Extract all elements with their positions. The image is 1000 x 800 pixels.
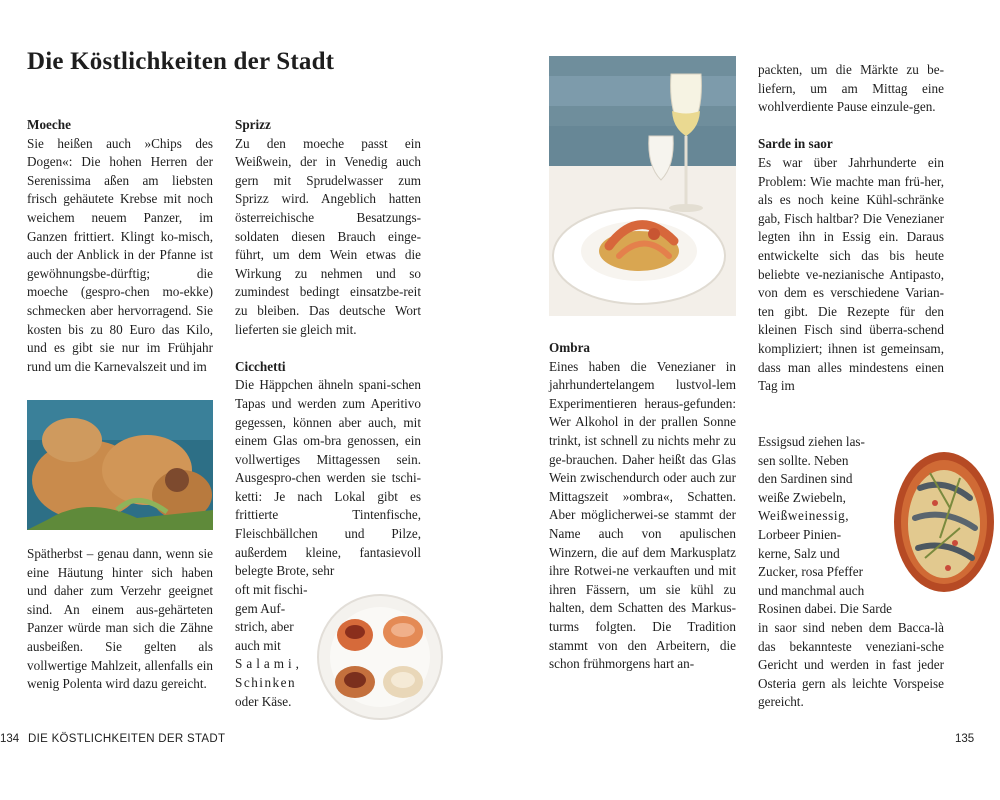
text-sarde-end: in saor sind neben dem Bacca-là das bekannteste veneziani-sche Gericht und werden in fast jeder Osteria gern als leichte Vorspeise gereicht. bbox=[758, 620, 944, 710]
wrap-line: Rosinen dabei. Die Sarde bbox=[758, 601, 893, 617]
wrap-line: Zucker, rosa Pfeffer bbox=[758, 564, 864, 580]
wrap-line: oder Käse. bbox=[235, 693, 292, 709]
text-cicchetti: Die Häppchen ähneln spani-schen Tapas und werden zum Aperitivo gegessen, können aber auch, mit einem Glas om-bra genossen, ein vollwertiges Mittagessen sein. Ausgespro-chen werden sie tschi-ketti: Je nach Lokal gibt es frittierte Tintenfische, Fleischbällchen und Pilze, außerdem kleine, fantasievoll belegte Brote, sehr bbox=[235, 377, 421, 579]
wrap-line: Lorbeer Pinien- bbox=[758, 526, 842, 542]
wrap-line: Essigsud ziehen las- bbox=[758, 434, 865, 449]
wrap-line: weiße Zwiebeln, bbox=[758, 489, 846, 505]
wrap-line: kerne, Salz und bbox=[758, 545, 840, 561]
text-moeche-bottom: Spätherbst – genau dann, wenn sie eine Häutung hinter sich haben und daher zum Verzehr geeignet sind. An einem aus-gehärteten Panzer würde man sich die Zähne ausbeißen. Sie gelten als vollwertige Mahlzeit, allenfalls ein wenig Polenta wird dazu gereicht. bbox=[27, 546, 213, 692]
running-title: DIE KÖSTLICHKEITEN DER STADT bbox=[28, 733, 226, 745]
page-title: Die Köstlichkeiten der Stadt bbox=[27, 48, 335, 75]
cicchetti-photo bbox=[305, 590, 450, 720]
moeche-photo bbox=[27, 400, 213, 530]
wrap-line: oft mit fischi- bbox=[235, 582, 308, 597]
text-moeche-top: Sie heißen auch »Chips des Dogen«: Die hohen Herren der Serenissima aßen am liebsten frisch gehäutete Krebse mit noch weichem neuem Panzer, im Ganzen frittiert. Klingt ko-misch, auch der Anblick in der Pfanne ist gewöhnungsbe-dürftig; die moeche (gespro-chen mo-ekke) schmecken aber hervorragend. Sie kosten bis zu 80 Euro das Kilo, und es gibt sie nur im Frühjahr rund um die Karnevalszeit und im bbox=[27, 135, 213, 374]
wrap-line: gem Auf- bbox=[235, 600, 286, 616]
heading-cicchetti: Cicchetti bbox=[235, 358, 286, 374]
right-page-number: 135 bbox=[955, 733, 975, 745]
heading-moeche: Moeche bbox=[27, 117, 71, 132]
sarde-in-saor-image bbox=[890, 448, 998, 596]
sarde-photo bbox=[890, 448, 998, 596]
heading-sprizz: Sprizz bbox=[235, 117, 271, 132]
heading-sarde: Sarde in saor bbox=[758, 136, 833, 152]
column-moeche-cont bbox=[27, 545, 213, 694]
sarde-wrap-text bbox=[758, 433, 898, 619]
column-sarde bbox=[758, 61, 944, 396]
wrap-line: sen sollte. Neben bbox=[758, 452, 849, 468]
text-sarde-main: Es war über Jahrhunderte ein Problem: Wie machte man frü-her, als es noch keine Kühl-schränke gab, Fisch haltbar? Die Venezianer legten ihn in Essig ein. Daraus entwickelte sich das bis heute beliebte ve-nezianische Antipasto, von dem es verschiedene Varian-ten gibt. Die Rezepte für den kleinen Fisch sind überra-schend kompliziert; ihnen ist gemeinsam, dass man alles mindestens einen Tag im bbox=[758, 154, 944, 394]
cicchetti-wrap-text bbox=[235, 581, 308, 711]
wrap-line: den Sardinen sind bbox=[758, 471, 853, 487]
column-sprizz bbox=[235, 116, 421, 581]
wrap-line: und manchmal auch bbox=[758, 582, 865, 598]
wrap-line: Weißweinessig, bbox=[758, 508, 850, 524]
heading-ombra: Ombra bbox=[549, 340, 591, 355]
column-moeche bbox=[27, 116, 213, 376]
fried-crabs-image bbox=[27, 400, 213, 530]
text-sprizz: Zu den moeche passt ein Weißwein, der in Venedig auch gern mit Sprudelwasser zum Sprizz wird. Angeblich hatten österreichische Besatzungs-soldaten diesen Brauch einge-führt, um dem Wein etwas die Wirkung zu nehmen und so zumindest bedingt einsatzbe-reit zu bleiben. Das deutsche Wort lieferten sie gleich mit. bbox=[235, 135, 421, 337]
cicchetti-image bbox=[305, 590, 450, 720]
wine-and-pasta-image bbox=[549, 56, 736, 316]
text-ombra: Eines haben die Venezianer in jahrhundertelangem lustvol-lem Experimentieren heraus-gefunden: Wer Alkohol in der prallen Sonne trinkt, ist schnell zu nichts mehr zu ge-brauchen. Daher heißt das Glas Wein zwischendurch oder auch zur Mittagszeit »ombra«, Schatten. Aber möglicherwei-se stammt der Name auch von apulischen Winzern, die auf dem Markusplatz ihre Rotwei-ne verkauften und mit ihren Fässern, um sie kühl zu halten, dem Schatten des Markus-turms folgten. Die Tradition stammt von den Arbeitern, die schon frühmorgens hart an- bbox=[549, 358, 736, 672]
left-page-number: 134 bbox=[0, 733, 20, 745]
wrap-line: Schinken bbox=[235, 674, 297, 690]
ombra-photo bbox=[549, 56, 736, 316]
text-ombra-cont: packten, um die Märkte zu be-liefern, um am Mittag eine wohlverdiente Pause einzule-gen. bbox=[758, 62, 944, 115]
wrap-line: Salami, bbox=[235, 656, 303, 672]
column-sarde-end bbox=[758, 619, 944, 712]
wrap-line: strich, aber bbox=[235, 619, 294, 635]
column-ombra bbox=[549, 339, 736, 674]
wrap-line: auch mit bbox=[235, 637, 281, 653]
